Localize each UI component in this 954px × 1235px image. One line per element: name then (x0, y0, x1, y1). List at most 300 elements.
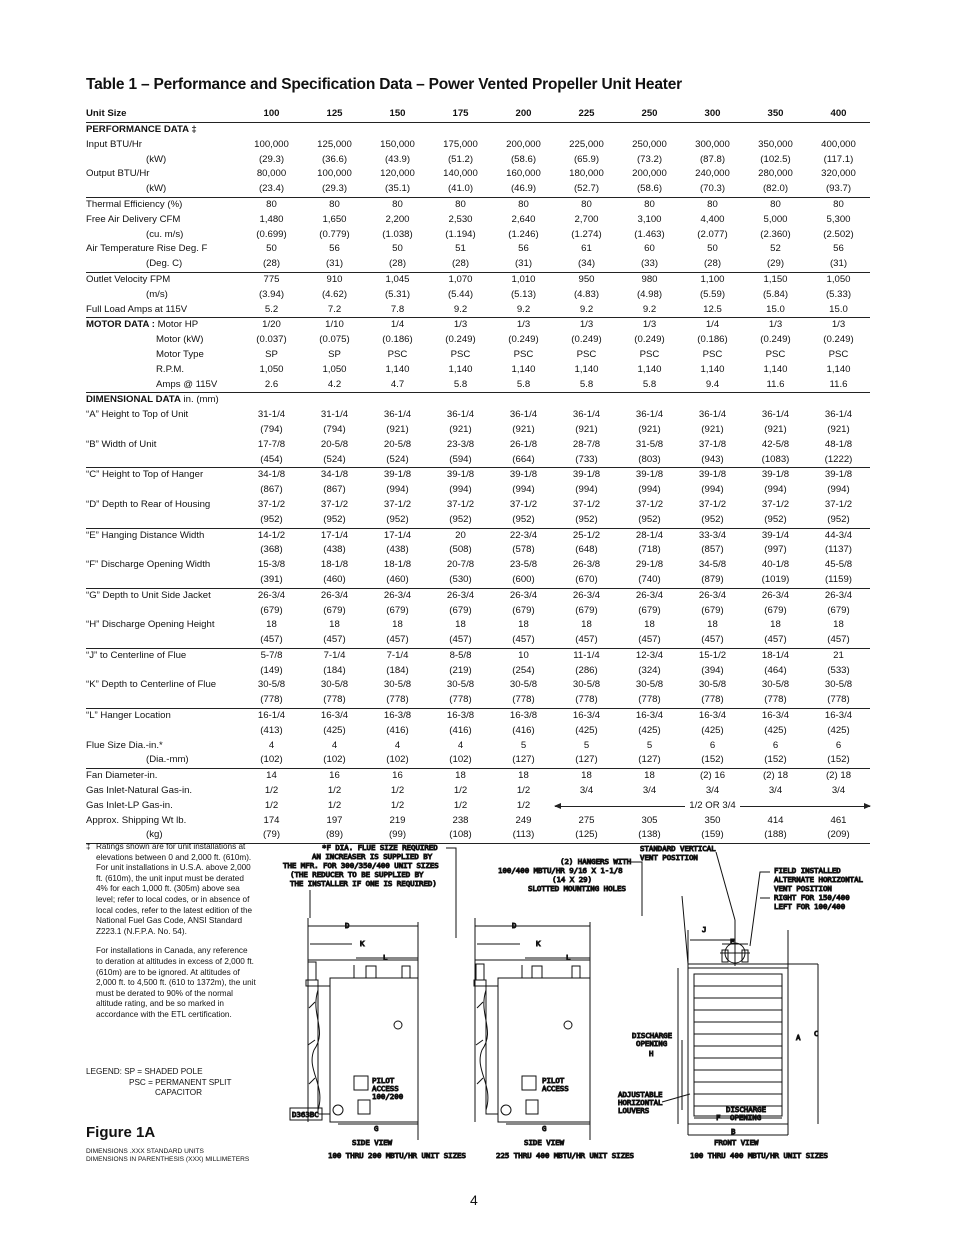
table-cell: 180,000 (569, 168, 604, 180)
table-cell: (530) (449, 573, 472, 585)
table-cell: 4 (268, 739, 275, 751)
table-cell: 34-1/8 (240, 468, 303, 483)
table-cell: 23-5/8 (509, 559, 538, 571)
table-row (86, 272, 870, 287)
table-cell: 30-5/8 (761, 679, 790, 691)
table-cell: 16-3/8 (492, 709, 555, 724)
header-size: 100 (240, 106, 303, 123)
pilot-access-1-b: ACCESS (372, 1084, 399, 1093)
row-label: Gas Inlet-Natural Gas-in. (86, 785, 193, 797)
table-cell: 16-3/8 (366, 709, 429, 724)
table-cell: (997) (764, 544, 787, 556)
row-label (86, 693, 240, 708)
row-label: “G” Depth to Unit Side Jacket (86, 588, 240, 603)
table-row (86, 693, 870, 708)
row-label: “E” Hanging Distance Width (86, 528, 240, 543)
table-cell: (425) (323, 724, 346, 736)
table-cell: 20-5/8 (383, 438, 412, 450)
table-cell: (5.59) (699, 288, 726, 300)
row-label (86, 664, 240, 679)
table-cell: 18-1/8 (383, 559, 412, 571)
table-cell: 2.6 (264, 378, 279, 390)
row-label: “A” Height to Top of Unit (86, 409, 189, 421)
table-cell: 36-1/4 (572, 409, 601, 421)
table-cell: (867) (323, 484, 346, 496)
table-row (86, 513, 870, 528)
callout-flue-2: AN INCREASER IS SUPPLIED BY (312, 852, 433, 861)
table-cell: (952) (260, 513, 283, 525)
table-cell: 26-1/8 (509, 438, 538, 450)
table-row (86, 213, 870, 228)
table-cell: (391) (260, 573, 283, 585)
table-cell: (438) (386, 544, 409, 556)
dagger-mark: ‡ (86, 842, 91, 851)
table-cell: 30-5/8 (824, 679, 853, 691)
table-cell: 2,530 (448, 213, 473, 225)
table-cell: 61 (581, 243, 592, 255)
adjustable-louvers-a: ADJUSTABLE (618, 1090, 663, 1099)
table-cell: (58.6) (510, 153, 537, 165)
table-row (86, 769, 870, 784)
table-cell: 37-1/2 (761, 498, 790, 510)
table-cell: 1,010 (492, 272, 555, 287)
table-cell: 12.5 (703, 303, 722, 315)
table-cell: (33) (640, 258, 659, 270)
table-row (86, 438, 870, 453)
table-cell: (0.037) (256, 334, 287, 346)
table-cell: (648) (575, 544, 598, 556)
row-label: Gas Inlet-LP Gas-in. (86, 799, 173, 811)
table-cell: (102) (260, 754, 283, 766)
table-cell: 775 (240, 272, 303, 287)
table-cell: 160,000 (506, 168, 541, 180)
row-label: Full Load Amps at 115V (86, 303, 188, 315)
table-cell: (368) (260, 544, 283, 556)
pilot-access-1-c: 100/200 (372, 1092, 404, 1101)
table-cell: (879) (701, 573, 724, 585)
table-cell: (102) (449, 754, 472, 766)
table-cell: 11.6 (766, 378, 785, 390)
table-cell: 11.6 (829, 378, 848, 390)
table-cell: (219) (449, 664, 472, 676)
table-cell: (794) (323, 423, 346, 435)
table-cell: 1/3 (555, 318, 618, 333)
table-cell: 26-3/8 (572, 559, 601, 571)
table-cell: 37-1/8 (698, 438, 727, 450)
table-row (86, 588, 870, 603)
callout-flue-3: THE MFR. FOR 300/350/400 UNIT SIZES (283, 861, 439, 870)
row-label (86, 513, 240, 528)
table-cell: 5.2 (264, 303, 279, 315)
table-cell: 1,050 (322, 363, 347, 375)
table-cell: 400,000 (821, 138, 856, 150)
table-cell: (794) (260, 423, 283, 435)
table-cell: 16-3/8 (429, 709, 492, 724)
row-label (86, 543, 240, 558)
table-row (86, 498, 870, 513)
table-cell: 30-5/8 (320, 679, 349, 691)
table-cell: (679) (827, 604, 850, 616)
table-cell: 34-5/8 (698, 559, 727, 571)
table-cell: 150,000 (380, 138, 415, 150)
table-cell: 1,140 (511, 363, 536, 375)
table-cell: (952) (827, 513, 850, 525)
table-cell: 15-1/2 (681, 648, 744, 663)
row-label: Fan Diameter-in. (86, 769, 240, 784)
row-label (86, 483, 240, 498)
table-cell: (73.2) (636, 153, 663, 165)
table-cell: (0.075) (319, 334, 350, 346)
table-cell: 40-1/8 (761, 559, 790, 571)
callout-flue-4: (THE REDUCER TO BE SUPPLIED BY (290, 870, 424, 879)
table-cell: 17-7/8 (257, 438, 286, 450)
table-cell: 350,000 (758, 138, 793, 150)
table-cell: (28) (262, 258, 281, 270)
table-cell: (184) (323, 664, 346, 676)
table-cell: (102.5) (760, 153, 791, 165)
table-cell: (79) (240, 828, 303, 843)
table-row (86, 814, 870, 829)
table-cell: 1/4 (366, 318, 429, 333)
header-size: 175 (429, 106, 492, 123)
table-cell: 9.2 (579, 303, 594, 315)
table-cell: 18 (707, 619, 718, 631)
table-row (86, 799, 870, 814)
table-cell: 26-3/4 (681, 588, 744, 603)
table-cell: 37-1/2 (698, 498, 727, 510)
table-cell: PSC (828, 348, 849, 360)
table-cell: 9.2 (642, 303, 657, 315)
table-cell: (994) (701, 484, 724, 496)
table-cell: (679) (575, 604, 598, 616)
table-cell: 2,640 (511, 213, 536, 225)
table-cell: 26-3/4 (240, 588, 303, 603)
table-cell: (41.0) (447, 183, 474, 195)
table-cell: 31-1/4 (320, 409, 349, 421)
row-label: Thermal Efficiency (%) (86, 197, 240, 212)
table-cell: 30-5/8 (572, 679, 601, 691)
table-cell: (994) (827, 484, 850, 496)
table-cell: 16-3/4 (303, 709, 366, 724)
table-cell: 2,700 (574, 213, 599, 225)
table-cell: (0.186) (382, 334, 413, 346)
table-cell: 5-7/8 (240, 648, 303, 663)
table-cell: 10 (492, 648, 555, 663)
table-cell: (1.463) (634, 228, 665, 240)
table-cell: (457) (575, 634, 598, 646)
figure-title: Figure 1A (86, 1124, 156, 1141)
table-cell: 36-1/4 (383, 409, 412, 421)
table-cell: 17-1/4 (303, 528, 366, 543)
table-cell: (952) (701, 513, 724, 525)
table-cell: (921) (512, 423, 535, 435)
table-cell: 5,300 (826, 213, 851, 225)
discharge-opening-2-a: DISCHARGE (726, 1105, 767, 1114)
table-cell: (0.249) (823, 334, 854, 346)
letter-e: E (730, 937, 735, 946)
table-cell: 28-7/8 (572, 438, 601, 450)
row-label: (kW) (146, 153, 167, 165)
table-cell: 16-3/4 (555, 709, 618, 724)
table-cell: (184) (386, 664, 409, 676)
table-cell: 39-1/8 (492, 468, 555, 483)
table-cell: (778) (449, 694, 472, 706)
front-view-title: FRONT VIEW (714, 1138, 759, 1147)
table-cell: 249 (515, 814, 532, 826)
table-cell: (457) (323, 634, 346, 646)
table-cell: (23.4) (258, 183, 285, 195)
table-cell: (416) (386, 724, 409, 736)
row-label: (Deg. C) (146, 258, 183, 270)
table-cell: (31) (325, 258, 344, 270)
table-cell: (952) (575, 513, 598, 525)
letter-j: J (702, 925, 707, 934)
side-view-2-sizes: 225 THRU 400 MBTU/HR UNIT SIZES (496, 1151, 634, 1160)
table-cell: (58.6) (636, 183, 663, 195)
table-cell: (138) (618, 828, 681, 843)
table-cell: 80 (240, 197, 303, 212)
table-cell: 36-1/4 (824, 409, 853, 421)
table-cell: PSC (765, 348, 786, 360)
table-cell: (425) (575, 724, 598, 736)
table-cell: (457) (701, 634, 724, 646)
table-cell: 140,000 (443, 168, 478, 180)
table-cell: 34-1/8 (303, 468, 366, 483)
table-cell: (36.6) (321, 153, 348, 165)
table-cell: 3/4 (768, 785, 783, 797)
table-cell: PSC (450, 348, 471, 360)
table-cell: 1,140 (826, 363, 851, 375)
table-cell: 4.7 (390, 378, 405, 390)
table-cell: (1137) (824, 544, 853, 556)
table-cell: 7-1/4 (366, 648, 429, 663)
table-cell: (4.83) (573, 288, 600, 300)
table-cell: 5 (520, 739, 527, 751)
table-cell: 80 (303, 197, 366, 212)
table-cell: (679) (386, 604, 409, 616)
table-cell: (457) (386, 634, 409, 646)
table-cell: 28-1/4 (618, 528, 681, 543)
table-cell: 26-3/4 (492, 588, 555, 603)
table-cell: (867) (260, 484, 283, 496)
callout-field-2: ALTERNATE HORIZONTAL (774, 875, 863, 884)
table-cell: 80 (744, 197, 807, 212)
table-cell: 36-1/4 (635, 409, 664, 421)
pilot-access-2-a: PILOT (542, 1076, 565, 1085)
table-row (86, 709, 870, 724)
table-cell: 3/4 (705, 785, 720, 797)
table-cell: (209) (807, 828, 870, 843)
table-cell: (578) (512, 544, 535, 556)
table-cell: (5.33) (825, 288, 852, 300)
table-cell: (508) (449, 544, 472, 556)
table-cell: (718) (638, 544, 661, 556)
table-cell: 51 (455, 243, 466, 255)
table-cell: 18 (555, 769, 618, 784)
side-view-small (290, 918, 418, 1140)
table-cell: 37-1/2 (320, 498, 349, 510)
table-cell: (65.9) (573, 153, 600, 165)
table-cell: (464) (764, 664, 787, 676)
letter-g-2: G (542, 1124, 547, 1133)
table-cell: 26-3/4 (366, 588, 429, 603)
table-cell: (1.038) (382, 228, 413, 240)
adjustable-louvers-b: HORIZONTAL (618, 1098, 663, 1107)
table-cell: (108) (429, 828, 492, 843)
table-cell: 18 (581, 619, 592, 631)
table-cell: 5.8 (579, 378, 594, 390)
table-row (86, 363, 870, 378)
table-cell: 1/2 (264, 785, 279, 797)
table-cell: 219 (389, 814, 406, 826)
row-label: Motor (kW) (156, 334, 204, 346)
side-view-large (474, 918, 590, 1140)
header-size: 150 (366, 106, 429, 123)
table-cell: 16 (366, 769, 429, 784)
table-cell: (994) (575, 484, 598, 496)
table-cell: (457) (764, 634, 787, 646)
page-title: Table 1 – Performance and Specification Data – Power Vented Propeller Unit Heater (86, 76, 682, 93)
callout-field-5: LEFT FOR 100/400 (774, 902, 846, 911)
letter-c: C (814, 1029, 819, 1038)
table-cell: (5.44) (447, 288, 474, 300)
row-label (86, 573, 240, 588)
table-cell: 5 (583, 739, 590, 751)
table-cell: (127) (575, 754, 598, 766)
table-cell: (943) (701, 453, 724, 465)
table-cell: 16 (303, 769, 366, 784)
table-cell: (99) (366, 828, 429, 843)
table-cell: 18 (518, 619, 529, 631)
table-cell: (1019) (761, 573, 790, 585)
table-row (86, 664, 870, 679)
letter-l: L (383, 953, 388, 962)
callout-flue-1: *F DIA. FLUE SIZE REQUIRED (322, 843, 438, 852)
table-cell: 52 (770, 243, 781, 255)
table-cell: 11-1/4 (555, 648, 618, 663)
table-cell: 1,140 (574, 363, 599, 375)
table-cell: 5.8 (453, 378, 468, 390)
table-row (86, 483, 870, 498)
table-cell: (286) (575, 664, 598, 676)
table-cell: (921) (701, 423, 724, 435)
callout-hangers-4: SLOTTED MOUNTING HOLES (528, 884, 626, 893)
table-cell: (28) (388, 258, 407, 270)
table-cell: (0.699) (256, 228, 287, 240)
table-cell: (0.249) (634, 334, 665, 346)
table-cell: (994) (764, 484, 787, 496)
table-cell: (952) (764, 513, 787, 525)
row-label: (m/s) (146, 288, 168, 300)
table-cell: (5.31) (384, 288, 411, 300)
table-cell: 36-1/4 (446, 409, 475, 421)
table-cell: (733) (575, 453, 598, 465)
table-cell: 6 (772, 739, 779, 751)
table-cell: (28) (703, 258, 722, 270)
header-size: 300 (681, 106, 744, 123)
table-cell: 80,000 (256, 168, 287, 180)
table-row (86, 182, 870, 197)
table-cell: (152) (764, 754, 787, 766)
discharge-opening-a: DISCHARGE (632, 1031, 673, 1040)
table-cell: 100,000 (254, 138, 289, 150)
row-label: “B” Width of Unit (86, 438, 157, 450)
table-cell: (460) (386, 573, 409, 585)
table-cell: 7.2 (327, 303, 342, 315)
table-row (86, 153, 870, 168)
table-cell: (0.249) (571, 334, 602, 346)
table-cell: (952) (638, 513, 661, 525)
table-cell: 37-1/2 (635, 498, 664, 510)
table-cell: (0.249) (508, 334, 539, 346)
letter-g: G (374, 1124, 379, 1133)
table-cell: 4.2 (327, 378, 342, 390)
table-cell: (670) (575, 573, 598, 585)
table-cell: 4 (331, 739, 338, 751)
table-cell: (394) (701, 664, 724, 676)
table-cell: 240,000 (695, 168, 730, 180)
table-row (86, 167, 870, 182)
table-cell: (31) (514, 258, 533, 270)
adjustable-louvers-c: LOUVERS (618, 1106, 650, 1115)
table-row (86, 348, 870, 363)
table-cell: 414 (767, 814, 784, 826)
table-cell: (2) 18 (807, 769, 870, 784)
table-cell: 26-3/4 (429, 588, 492, 603)
table-cell: 6 (709, 739, 716, 751)
table-cell: 1,140 (700, 363, 725, 375)
callout-hangers-3: (14 X 29) (552, 875, 593, 884)
table-cell: 174 (263, 814, 280, 826)
table-cell: 37-1/2 (572, 498, 601, 510)
table-cell: 30-5/8 (446, 679, 475, 691)
table-cell: (803) (638, 453, 661, 465)
table-cell: 37-1/2 (509, 498, 538, 510)
table-cell: (457) (512, 634, 535, 646)
table-cell: (2.360) (760, 228, 791, 240)
table-cell: (600) (512, 573, 535, 585)
table-cell: (425) (827, 724, 850, 736)
row-label: “F” Discharge Opening Width (86, 559, 211, 571)
table-cell: 5,000 (763, 213, 788, 225)
table-cell: 8-5/8 (429, 648, 492, 663)
pilot-access-1-a: PILOT (372, 1076, 395, 1085)
table-cell: (1.194) (445, 228, 476, 240)
table-cell: 18 (833, 619, 844, 631)
table-cell: 29-1/8 (635, 559, 664, 571)
table-row (86, 648, 870, 663)
table-cell: (1.274) (571, 228, 602, 240)
row-label: Amps @ 115V (156, 378, 218, 390)
table-cell: (416) (449, 724, 472, 736)
table-cell: 7-1/4 (303, 648, 366, 663)
table-cell: 275 (578, 814, 595, 826)
table-cell: (778) (764, 694, 787, 706)
table-cell: 1,140 (763, 363, 788, 375)
table-row (86, 423, 870, 438)
table-cell: (921) (764, 423, 787, 435)
table-cell: (127) (512, 754, 535, 766)
table-cell: 26-3/4 (744, 588, 807, 603)
table-cell: (102) (386, 754, 409, 766)
table-cell: (921) (827, 423, 850, 435)
span-arrow-right (731, 806, 870, 807)
table-cell: 18-1/8 (320, 559, 349, 571)
table-cell: PSC (513, 348, 534, 360)
table-cell: 950 (555, 272, 618, 287)
table-cell: (921) (575, 423, 598, 435)
table-cell: 1,045 (366, 272, 429, 287)
